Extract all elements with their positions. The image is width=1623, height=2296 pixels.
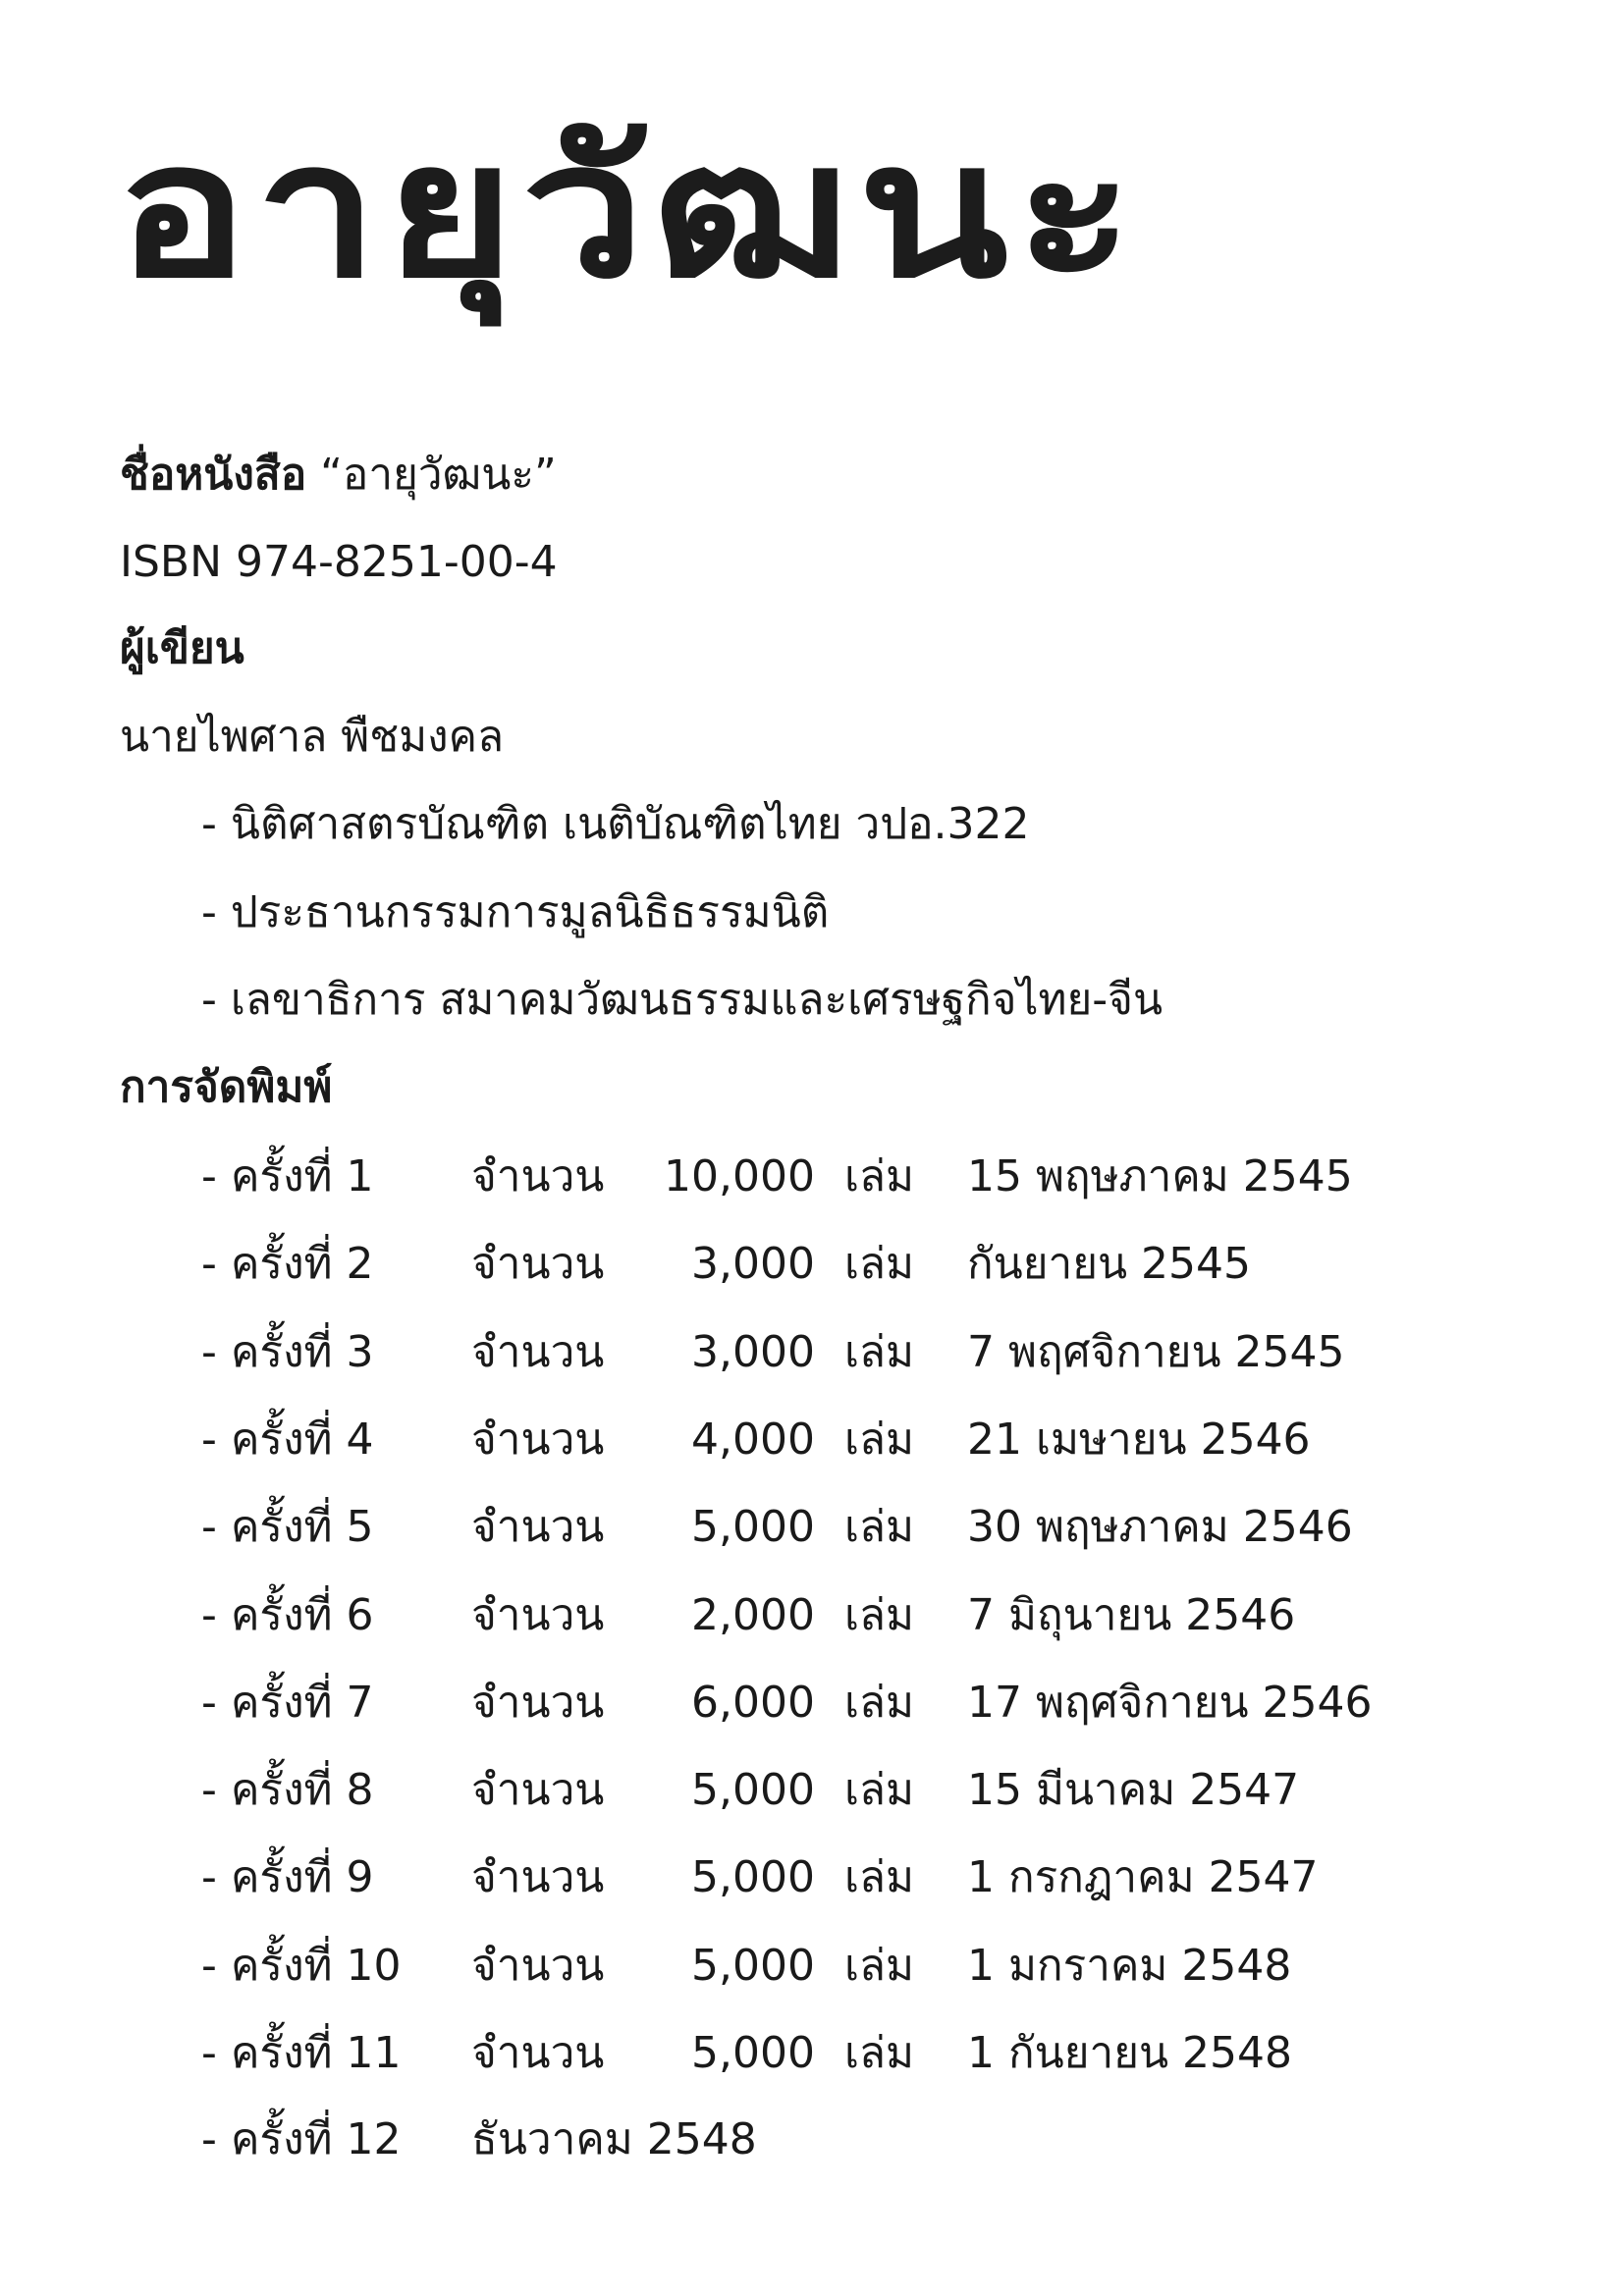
row-date: 30 พฤษภาคม 2546	[967, 1502, 1353, 1552]
row-dash: -	[201, 2028, 217, 2078]
row-quantity-label: จำนวน	[471, 1327, 605, 1377]
row-edition-label: ครั้งที่ 9	[231, 1852, 374, 1902]
row-unit: เล่ม	[844, 1415, 915, 1465]
book-name-label: ชื่อหนังสือ	[120, 450, 307, 500]
row-edition-label: ครั้งที่ 3	[231, 1327, 374, 1377]
row-unit: เล่ม	[844, 1678, 915, 1728]
row-copies: 3,000	[691, 1327, 815, 1377]
book-name-line	[120, 450, 557, 500]
row-dash: -	[201, 1852, 217, 1902]
row-quantity-label: จำนวน	[471, 1941, 605, 1991]
row-unit: เล่ม	[844, 1765, 915, 1815]
row-dash: -	[201, 1590, 217, 1640]
row-dash: -	[201, 1415, 217, 1465]
author-name: นายไพศาล พืชมงคล	[120, 712, 505, 762]
row-quantity-label: จำนวน	[471, 1415, 605, 1465]
row-quantity-label: จำนวน	[471, 1678, 605, 1728]
row-quantity-label: จำนวน	[471, 1765, 605, 1815]
author-title-1: - นิติศาสตรบัณฑิต เนติบัณฑิตไทย วปอ.322	[201, 799, 1030, 849]
row-dash: -	[201, 1678, 217, 1728]
row-edition-label: ครั้งที่ 8	[231, 1765, 374, 1815]
row-edition-label: ครั้งที่ 7	[231, 1678, 374, 1728]
book-name-value: “อายุวัฒนะ”	[320, 450, 557, 500]
row-edition-label: ครั้งที่ 11	[231, 2028, 402, 2078]
row-date: 1 มกราคม 2548	[967, 1941, 1292, 1991]
row-date: 15 มีนาคม 2547	[967, 1765, 1300, 1815]
row-unit: เล่ม	[844, 1151, 915, 1201]
row-unit: เล่ม	[844, 1590, 915, 1640]
row-unit: เล่ม	[844, 1941, 915, 1991]
row-quantity-label: จำนวน	[471, 1852, 605, 1902]
row-unit: เล่ม	[844, 1239, 915, 1289]
author-heading: ผู้เขียน	[120, 623, 244, 673]
row-dash: -	[201, 2114, 217, 2164]
row-date: กันยายน 2545	[967, 1239, 1252, 1289]
row-quantity-label: จำนวน	[471, 2028, 605, 2078]
row-edition-label: ครั้งที่ 4	[231, 1415, 374, 1465]
row-dash: -	[201, 1151, 217, 1201]
row-copies: 6,000	[691, 1678, 815, 1728]
row-dash: -	[201, 1765, 217, 1815]
row-copies: 3,000	[691, 1239, 815, 1289]
row-edition-label: ครั้งที่ 1	[231, 1151, 374, 1201]
row-unit: เล่ม	[844, 2028, 915, 2078]
row-copies: 4,000	[691, 1415, 815, 1465]
row-unit: เล่ม	[844, 1502, 915, 1552]
book-title-display: อายุวัฒนะ	[116, 102, 1141, 319]
row-dash: -	[201, 1239, 217, 1289]
row-dash: -	[201, 1327, 217, 1377]
row-quantity-label: จำนวน	[471, 1151, 605, 1201]
row-copies: 10,000	[664, 1151, 815, 1201]
row-date: 1 กันยายน 2548	[967, 2028, 1293, 2078]
row-copies: 5,000	[691, 1852, 815, 1902]
row-copies: 5,000	[691, 1941, 815, 1991]
row-edition-label: ครั้งที่ 5	[231, 1502, 374, 1552]
row-date: 21 เมษายน 2546	[967, 1415, 1311, 1465]
row-date: 1 กรกฎาคม 2547	[967, 1852, 1319, 1902]
row-date: 15 พฤษภาคม 2545	[967, 1151, 1353, 1201]
row-dash: -	[201, 1941, 217, 1991]
row-dash: -	[201, 1502, 217, 1552]
row-edition-label: ครั้งที่ 2	[231, 1239, 374, 1289]
author-title-3: - เลขาธิการ สมาคมวัฒนธรรมและเศรษฐกิจไทย-จีน	[201, 975, 1163, 1025]
row-quantity-label: จำนวน	[471, 1239, 605, 1289]
row-date: 17 พฤศจิกายน 2546	[967, 1678, 1373, 1728]
row-copies: 5,000	[691, 1765, 815, 1815]
row-copies: 5,000	[691, 2028, 815, 2078]
author-title-2: - ประธานกรรมการมูลนิธิธรรมนิติ	[201, 887, 830, 937]
row-unit: เล่ม	[844, 1327, 915, 1377]
row-quantity-label: จำนวน	[471, 1590, 605, 1640]
row-date: ธันวาคม 2548	[471, 2114, 757, 2164]
row-copies: 2,000	[691, 1590, 815, 1640]
row-copies: 5,000	[691, 1502, 815, 1552]
printing-heading: การจัดพิมพ์	[120, 1062, 333, 1112]
row-date: 7 พฤศจิกายน 2545	[967, 1327, 1345, 1377]
row-unit: เล่ม	[844, 1852, 915, 1902]
row-date: 7 มิถุนายน 2546	[967, 1590, 1296, 1640]
row-edition-label: ครั้งที่ 6	[231, 1590, 374, 1640]
row-edition-label: ครั้งที่ 12	[231, 2114, 402, 2164]
row-edition-label: ครั้งที่ 10	[231, 1941, 402, 1991]
isbn-line: ISBN 974-8251-00-4	[120, 537, 558, 587]
row-quantity-label: จำนวน	[471, 1502, 605, 1552]
